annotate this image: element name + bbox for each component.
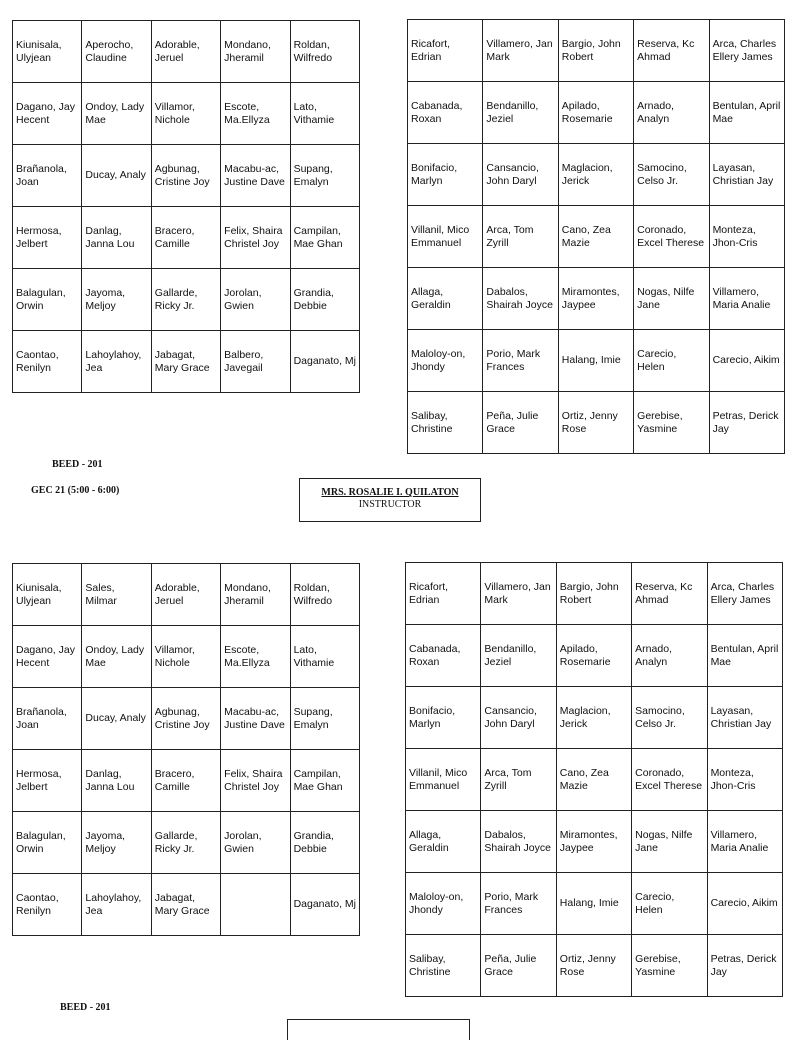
seat-cell: Coronado, Excel Therese <box>634 206 709 268</box>
table-row <box>13 564 360 626</box>
seat-cell: Roldan, Wilfredo <box>290 564 359 626</box>
seat-cell: Mondano, Jheramil <box>221 564 290 626</box>
seat-cell: Reserva, Kc Ahmad <box>634 20 709 82</box>
table-row <box>13 626 360 688</box>
seat-cell: Reserva, Kc Ahmad <box>632 563 707 625</box>
seat-cell: Gallarde, Ricky Jr. <box>151 812 220 874</box>
table-row <box>408 206 785 268</box>
seat-cell: Balagulan, Orwin <box>13 269 82 331</box>
instructor-box <box>299 478 481 522</box>
seat-cell: Ondoy, Lady Mae <box>82 626 151 688</box>
seat-cell: Aperocho, Claudine <box>82 21 151 83</box>
seat-cell: Villamero, Maria Analie <box>707 811 782 873</box>
seat-cell: Bentulan, April Mae <box>709 82 784 144</box>
seat-cell: Jorolan, Gwien <box>221 812 290 874</box>
seat-cell: Felix, Shaira Christel Joy <box>221 207 290 269</box>
seat-cell: Mondano, Jheramil <box>221 21 290 83</box>
seat-plan-table-bottom-right <box>405 562 783 997</box>
seat-cell: Lato, Vithamie <box>290 83 359 145</box>
seat-cell: Ortiz, Jenny Rose <box>558 392 633 454</box>
seat-cell: Lahoylahoy, Jea <box>82 874 151 936</box>
table-row <box>406 625 783 687</box>
seat-cell: Arca, Tom Zyrill <box>483 206 558 268</box>
seat-cell: Escote, Ma.Ellyza <box>221 626 290 688</box>
seat-cell: Maglacion, Jerick <box>556 687 631 749</box>
seat-cell: Balagulan, Orwin <box>13 812 82 874</box>
seat-cell: Arnado, Analyn <box>634 82 709 144</box>
seat-cell: Bargio, John Robert <box>556 563 631 625</box>
seat-cell: Ricafort, Edrian <box>406 563 481 625</box>
seat-cell: Brañanola, Joan <box>13 688 82 750</box>
seat-cell: Jorolan, Gwien <box>221 269 290 331</box>
seat-cell: Villamero, Jan Mark <box>483 20 558 82</box>
table-row <box>408 268 785 330</box>
seat-cell: Bracero, Camille <box>151 750 220 812</box>
seat-cell: Miramontes, Jaypee <box>558 268 633 330</box>
seat-cell: Monteza, Jhon-Cris <box>709 206 784 268</box>
seat-cell: Daganato, Mj <box>290 331 359 393</box>
table-row <box>13 207 360 269</box>
seat-cell: Maloloy-on, Jhondy <box>406 873 481 935</box>
table-row <box>408 82 785 144</box>
seat-cell: Allaga, Geraldin <box>406 811 481 873</box>
table-row <box>408 20 785 82</box>
seat-cell: Villamero, Jan Mark <box>481 563 556 625</box>
seat-cell: Dabalos, Shairah Joyce <box>483 268 558 330</box>
seat-cell: Jayoma, Meljoy <box>82 269 151 331</box>
seat-cell: Jabagat, Mary Grace <box>151 874 220 936</box>
seat-cell: Macabu-ac, Justine Dave <box>221 688 290 750</box>
seat-cell: Gerebise, Yasmine <box>634 392 709 454</box>
table-row <box>13 145 360 207</box>
seat-cell: Campilan, Mae Ghan <box>290 207 359 269</box>
seat-cell: Caontao, Renilyn <box>13 874 82 936</box>
seat-cell: Ducay, Analy <box>82 145 151 207</box>
seat-cell: Lato, Vithamie <box>290 626 359 688</box>
seat-cell: Supang, Emalyn <box>290 145 359 207</box>
seat-cell: Macabu-ac, Justine Dave <box>221 145 290 207</box>
seat-cell: Gallarde, Ricky Jr. <box>151 269 220 331</box>
seat-cell: Peña, Julie Grace <box>481 935 556 997</box>
seat-cell: Campilan, Mae Ghan <box>290 750 359 812</box>
seat-cell: Carecio, Aikim <box>707 873 782 935</box>
seat-cell: Villanil, Mico Emmanuel <box>408 206 483 268</box>
seat-cell: Carecio, Helen <box>632 873 707 935</box>
seat-cell: Carecio, Helen <box>634 330 709 392</box>
seat-cell: Salibay, Christine <box>408 392 483 454</box>
seat-cell: Dagano, Jay Hecent <box>13 83 82 145</box>
seat-cell: Sales, Milmar <box>82 564 151 626</box>
seat-cell: Maglacion, Jerick <box>558 144 633 206</box>
class-schedule-label: GEC 21 (5:00 - 6:00) <box>31 485 120 496</box>
seat-cell: Arca, Charles Ellery James <box>709 20 784 82</box>
seat-cell: Villamor, Nichole <box>151 626 220 688</box>
seat-cell: Jabagat, Mary Grace <box>151 331 220 393</box>
table-row <box>406 563 783 625</box>
table-row <box>406 873 783 935</box>
seat-cell: Salibay, Christine <box>406 935 481 997</box>
seat-cell: Jayoma, Meljoy <box>82 812 151 874</box>
table-row <box>406 811 783 873</box>
seat-cell: Layasan, Christian Jay <box>707 687 782 749</box>
seat-cell: Gerebise, Yasmine <box>632 935 707 997</box>
seat-cell: Grandia, Debbie <box>290 269 359 331</box>
seat-cell: Peña, Julie Grace <box>483 392 558 454</box>
seat-cell: Ondoy, Lady Mae <box>82 83 151 145</box>
seat-cell: Lahoylahoy, Jea <box>82 331 151 393</box>
seat-cell: Daganato, Mj <box>290 874 359 936</box>
seat-cell: Caontao, Renilyn <box>13 331 82 393</box>
seat-cell: Grandia, Debbie <box>290 812 359 874</box>
seat-cell: Agbunag, Cristine Joy <box>151 688 220 750</box>
seat-cell: Apilado, Rosemarie <box>558 82 633 144</box>
seat-cell: Halang, Imie <box>556 873 631 935</box>
seat-cell: Agbunag, Cristine Joy <box>151 145 220 207</box>
seat-cell: Danlag, Janna Lou <box>82 207 151 269</box>
seat-cell: Maloloy-on, Jhondy <box>408 330 483 392</box>
seat-cell: Coronado, Excel Therese <box>632 749 707 811</box>
table-row <box>13 21 360 83</box>
instructor-name: MRS. ROSALIE I. QUILATON <box>321 487 459 498</box>
seat-cell: Kiunisala, Ulyjean <box>13 564 82 626</box>
seat-cell: Monteza, Jhon-Cris <box>707 749 782 811</box>
table-row <box>13 688 360 750</box>
seat-cell: Escote, Ma.Ellyza <box>221 83 290 145</box>
seat-cell: Cabanada, Roxan <box>406 625 481 687</box>
seat-cell: Arca, Tom Zyrill <box>481 749 556 811</box>
seat-cell: Samocino, Celso Jr. <box>632 687 707 749</box>
seat-cell: Supang, Emalyn <box>290 688 359 750</box>
seat-cell: Ducay, Analy <box>82 688 151 750</box>
seat-cell: Bonifacio, Marlyn <box>408 144 483 206</box>
seat-cell: Hermosa, Jelbert <box>13 750 82 812</box>
table-row <box>408 392 785 454</box>
seat-cell: Nogas, Nilfe Jane <box>634 268 709 330</box>
seat-cell: Nogas, Nilfe Jane <box>632 811 707 873</box>
seat-cell <box>221 874 290 936</box>
table-row <box>406 749 783 811</box>
table-row <box>13 83 360 145</box>
seat-plan-table-top-right <box>407 19 785 454</box>
seat-cell: Cano, Zea Mazie <box>556 749 631 811</box>
seat-cell: Brañanola, Joan <box>13 145 82 207</box>
seat-cell: Felix, Shaira Christel Joy <box>221 750 290 812</box>
seat-cell: Villamor, Nichole <box>151 83 220 145</box>
seat-cell: Ricafort, Edrian <box>408 20 483 82</box>
seat-cell: Arnado, Analyn <box>632 625 707 687</box>
seat-cell: Samocino, Celso Jr. <box>634 144 709 206</box>
table-row <box>408 144 785 206</box>
seat-cell: Bendanillo, Jeziel <box>483 82 558 144</box>
seat-cell: Adorable, Jeruel <box>151 21 220 83</box>
instructor-box-bottom <box>287 1019 470 1040</box>
seat-cell: Bracero, Camille <box>151 207 220 269</box>
table-row <box>408 330 785 392</box>
table-row <box>13 269 360 331</box>
seat-cell: Petras, Derick Jay <box>709 392 784 454</box>
seat-cell: Layasan, Christian Jay <box>709 144 784 206</box>
table-row <box>406 935 783 997</box>
seat-plan-table-top-left <box>12 20 360 393</box>
seat-plan-table-bottom-left <box>12 563 360 936</box>
seat-cell: Villanil, Mico Emmanuel <box>406 749 481 811</box>
seat-cell: Dabalos, Shairah Joyce <box>481 811 556 873</box>
seat-cell: Porio, Mark Frances <box>483 330 558 392</box>
seat-cell: Arca, Charles Ellery James <box>707 563 782 625</box>
seat-cell: Roldan, Wilfredo <box>290 21 359 83</box>
seat-cell: Cano, Zea Mazie <box>558 206 633 268</box>
table-row <box>13 874 360 936</box>
section-label: BEED - 201 <box>52 459 103 470</box>
seat-cell: Ortiz, Jenny Rose <box>556 935 631 997</box>
seat-cell: Bonifacio, Marlyn <box>406 687 481 749</box>
table-row <box>406 687 783 749</box>
seat-cell: Bentulan, April Mae <box>707 625 782 687</box>
seat-cell: Miramontes, Jaypee <box>556 811 631 873</box>
seat-cell: Kiunisala, Ulyjean <box>13 21 82 83</box>
seat-cell: Hermosa, Jelbert <box>13 207 82 269</box>
table-row <box>13 331 360 393</box>
seat-cell: Cansancio, John Daryl <box>483 144 558 206</box>
seat-cell: Cansancio, John Daryl <box>481 687 556 749</box>
seat-cell: Petras, Derick Jay <box>707 935 782 997</box>
seat-cell: Villamero, Maria Analie <box>709 268 784 330</box>
seat-cell: Allaga, Geraldin <box>408 268 483 330</box>
table-row <box>13 750 360 812</box>
seat-cell: Apilado, Rosemarie <box>556 625 631 687</box>
seat-cell: Danlag, Janna Lou <box>82 750 151 812</box>
section-label-bottom: BEED - 201 <box>60 1002 111 1013</box>
table-row <box>13 812 360 874</box>
seat-cell: Bargio, John Robert <box>558 20 633 82</box>
seat-cell: Dagano, Jay Hecent <box>13 626 82 688</box>
seat-cell: Halang, Imie <box>558 330 633 392</box>
instructor-role: INSTRUCTOR <box>358 499 422 510</box>
seat-cell: Adorable, Jeruel <box>151 564 220 626</box>
seat-cell: Porio, Mark Frances <box>481 873 556 935</box>
seat-cell: Carecio, Aikim <box>709 330 784 392</box>
seat-cell: Balbero, Javegail <box>221 331 290 393</box>
seat-cell: Cabanada, Roxan <box>408 82 483 144</box>
seat-cell: Bendanillo, Jeziel <box>481 625 556 687</box>
